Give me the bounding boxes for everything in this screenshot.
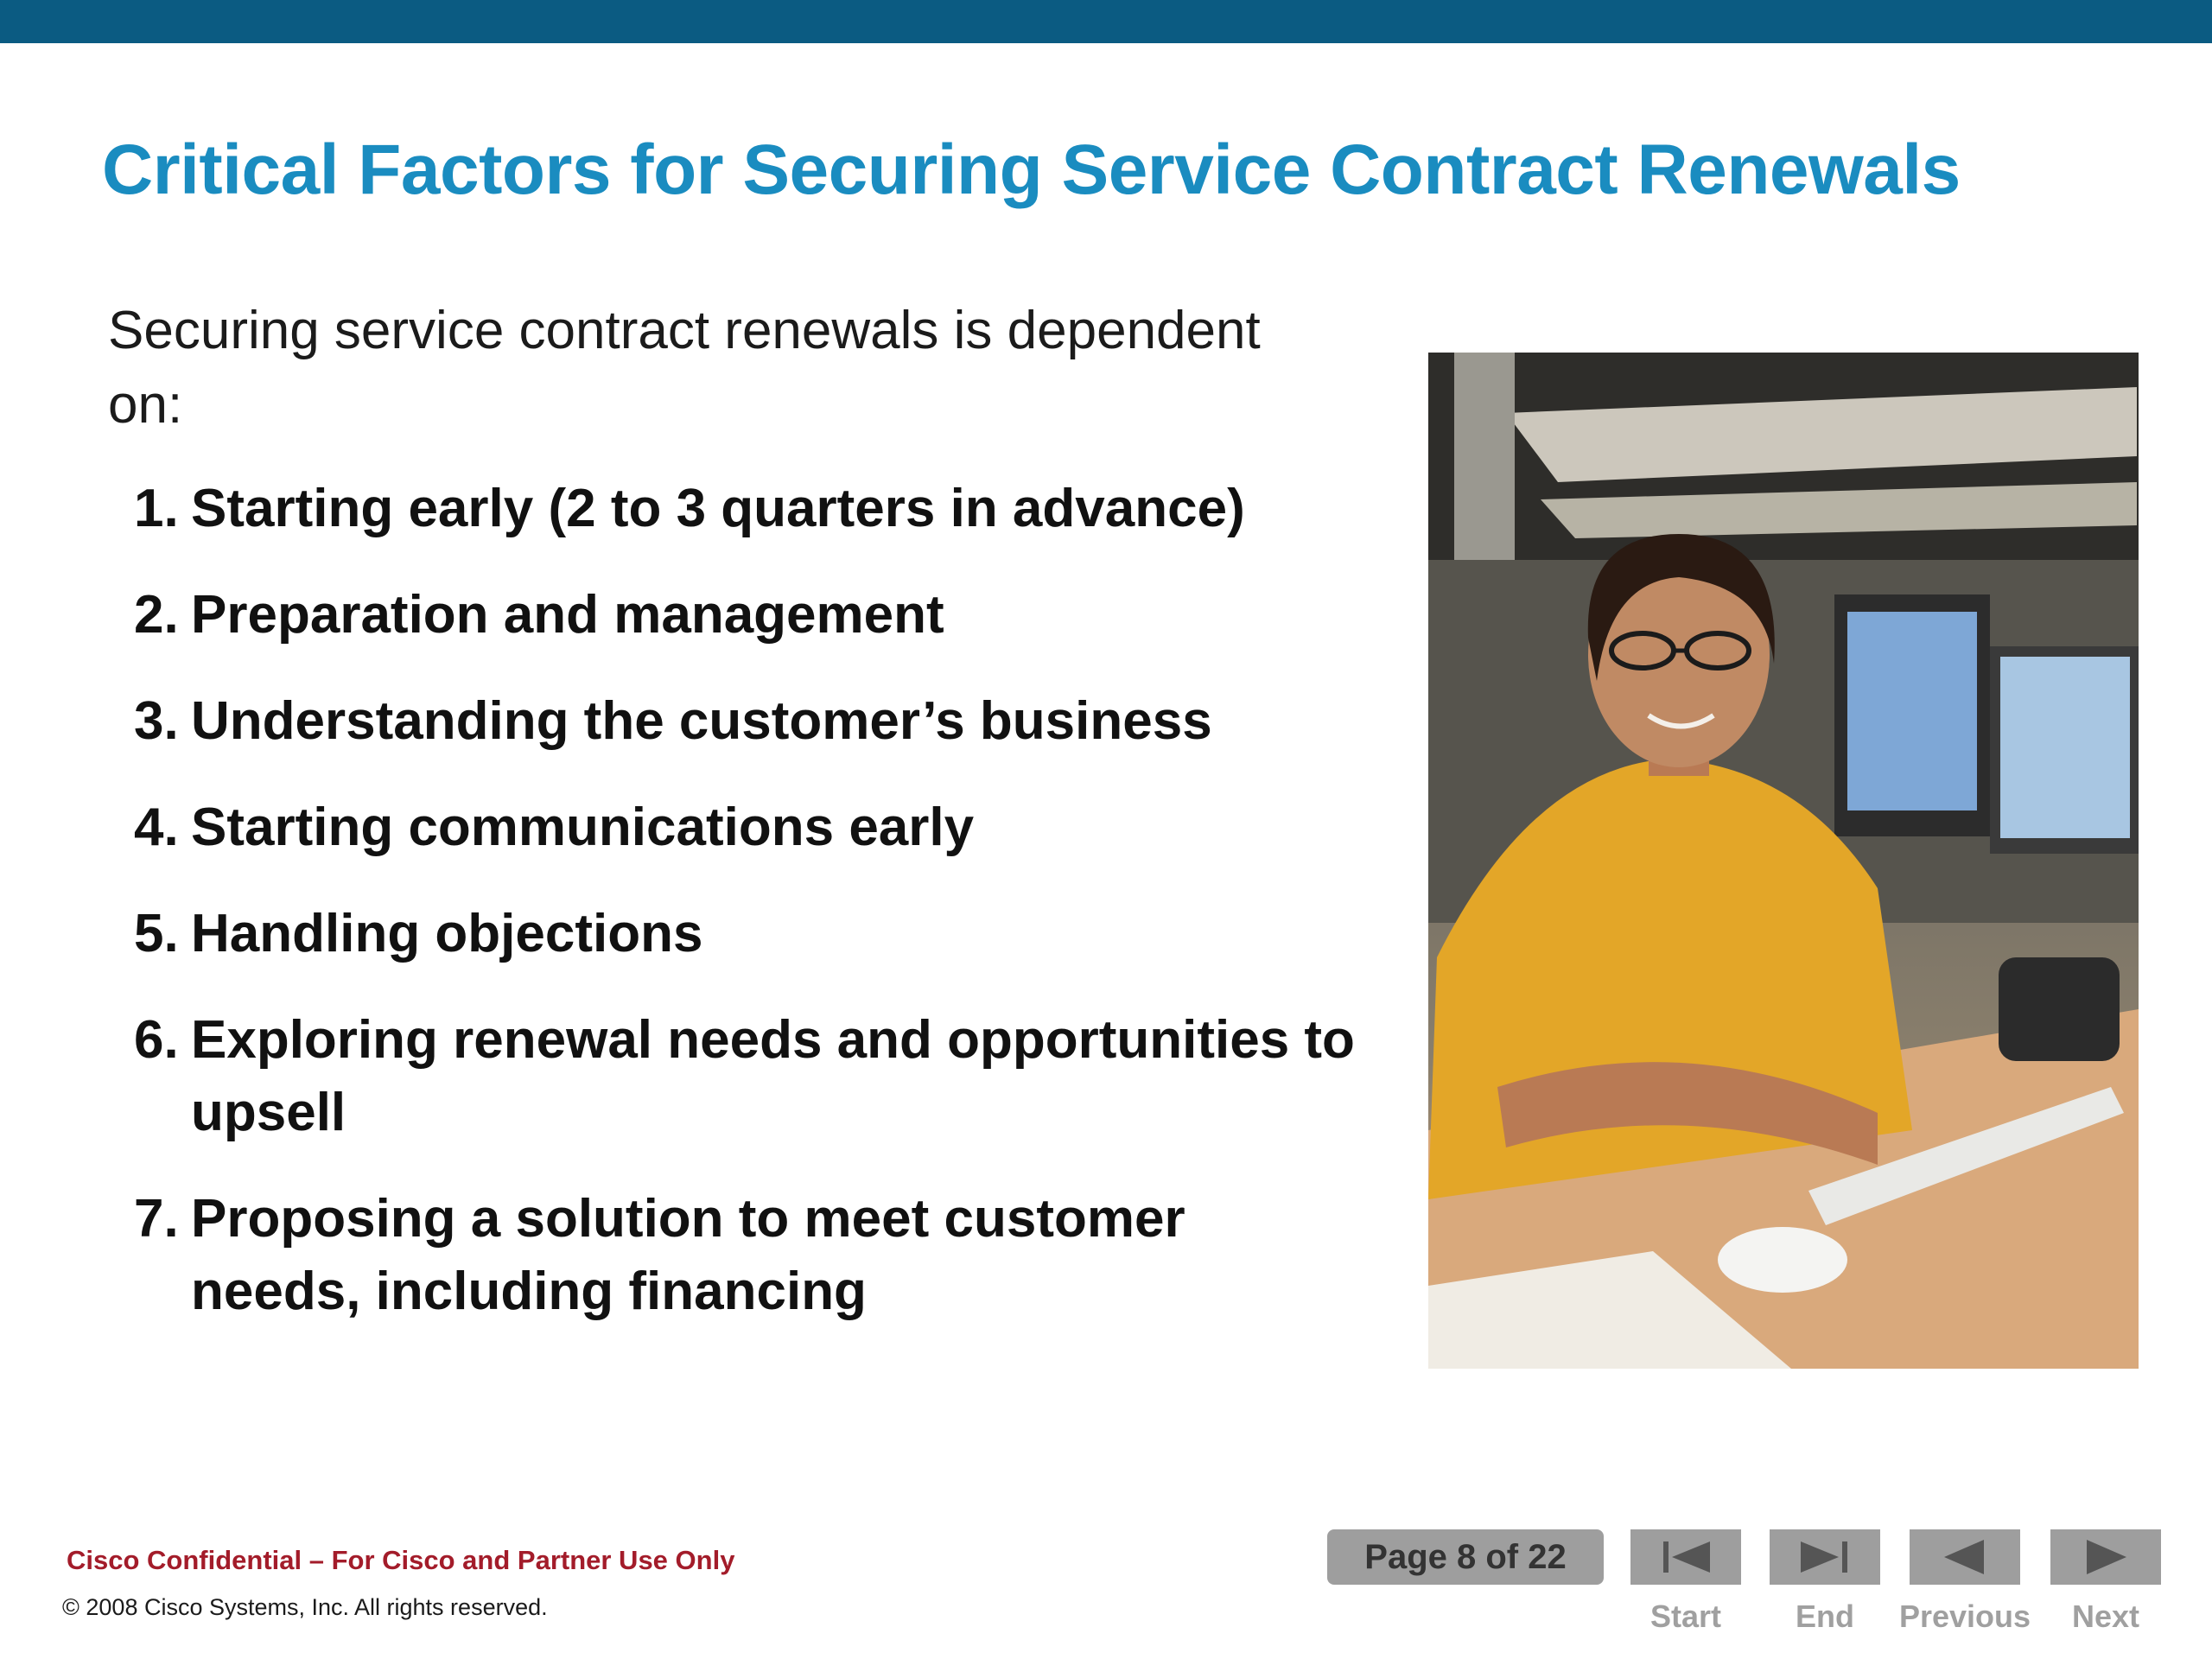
factor-text: Preparation and management <box>191 585 944 645</box>
factor-number: 6. <box>134 1010 179 1070</box>
next-label[interactable]: Next <box>2071 1599 2140 1634</box>
copyright-notice: © 2008 Cisco Systems, Inc. All rights reserved. <box>62 1594 548 1620</box>
factor-item <box>134 685 1361 758</box>
factor-text: Proposing a solution to meet customer needs, including financing <box>191 1189 1185 1321</box>
factor-text: Exploring renewal needs and opportunities to upsell <box>191 1010 1355 1142</box>
factor-item <box>134 1183 1361 1328</box>
top-banner <box>0 0 2212 43</box>
factor-item <box>134 791 1361 864</box>
factor-item <box>134 898 1361 970</box>
skip-to-end-icon <box>1770 1529 1880 1585</box>
start-button[interactable] <box>1630 1529 1741 1585</box>
factor-text: Handling objections <box>191 904 703 963</box>
slide-title: Critical Factors for Securing Service Contract Renewals <box>102 130 1961 209</box>
intro-text: Securing service contract renewals is dependent on: <box>108 301 1261 435</box>
office-worker-photo <box>1428 353 2139 1369</box>
triangle-left-icon <box>1910 1529 2020 1585</box>
factor-item <box>134 1004 1361 1149</box>
factor-number: 2. <box>134 585 179 645</box>
photo-illustration <box>1428 353 2139 1369</box>
start-label[interactable]: Start <box>1649 1599 1722 1634</box>
end-button[interactable] <box>1770 1529 1880 1585</box>
factor-number: 4. <box>134 798 179 857</box>
factor-number: 5. <box>134 904 179 963</box>
end-label[interactable]: End <box>1796 1599 1854 1634</box>
triangle-right-icon <box>2050 1529 2161 1585</box>
confidential-notice: Cisco Confidential – For Cisco and Partner Use Only <box>67 1545 735 1575</box>
factor-text: Starting communications early <box>191 798 975 857</box>
factor-number: 7. <box>134 1189 179 1249</box>
factor-number: 1. <box>134 479 179 538</box>
previous-button[interactable] <box>1910 1529 2020 1585</box>
previous-label[interactable]: Previous <box>1898 1599 2031 1634</box>
factor-text: Starting early (2 to 3 quarters in advance) <box>191 479 1245 538</box>
factor-text: Understanding the customer’s business <box>191 691 1212 751</box>
factor-number: 3. <box>134 691 179 751</box>
page-indicator: Page 8 of 22 <box>1327 1529 1604 1585</box>
skip-to-start-icon <box>1630 1529 1741 1585</box>
factor-item <box>134 473 1361 545</box>
next-button[interactable] <box>2050 1529 2161 1585</box>
factor-list <box>134 473 1361 1362</box>
factor-item <box>134 579 1361 652</box>
